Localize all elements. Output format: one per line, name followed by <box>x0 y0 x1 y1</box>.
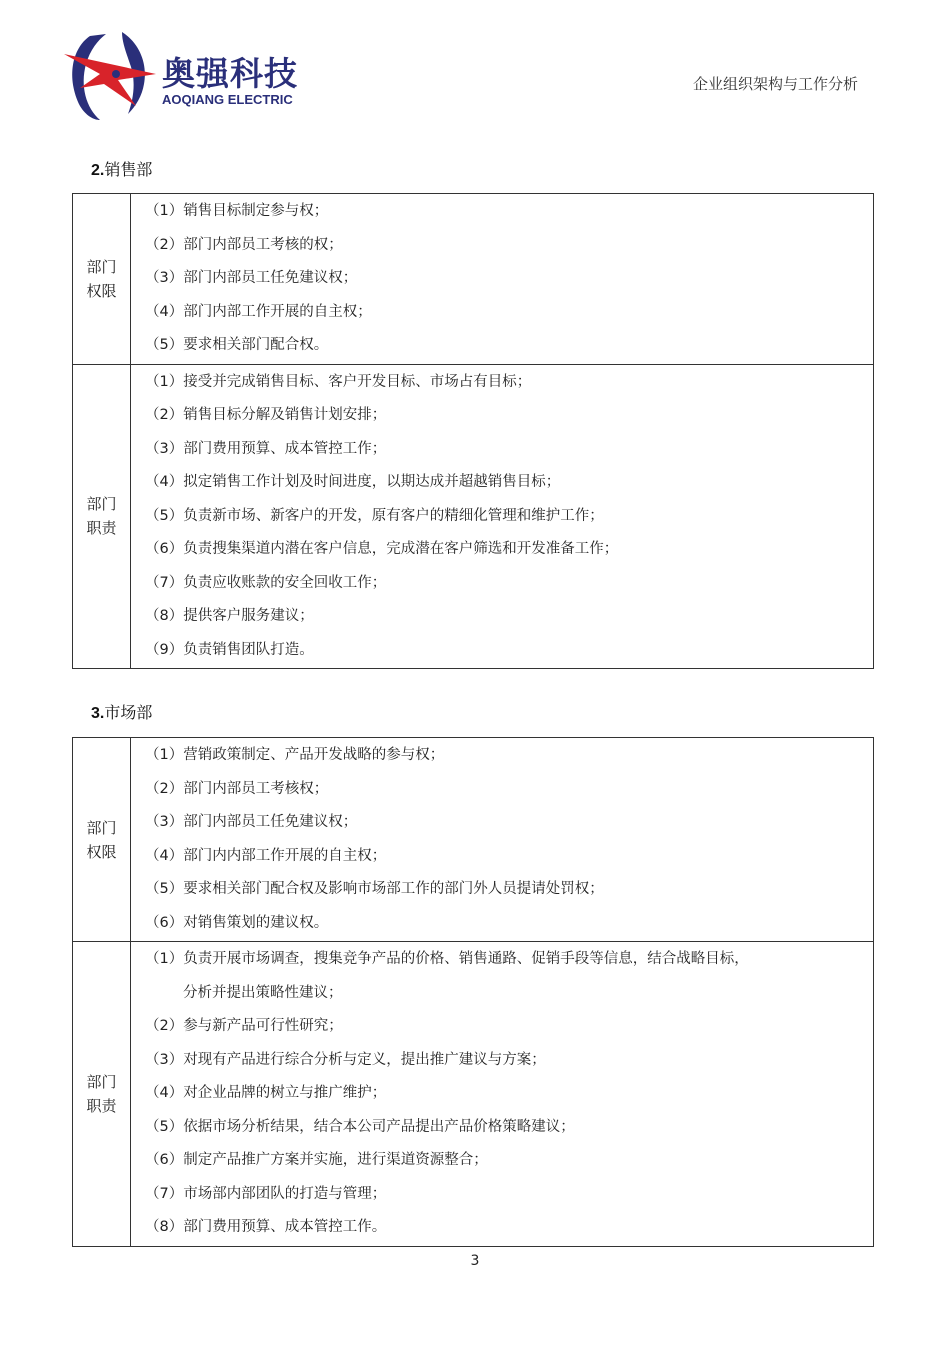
duties-label: 部门 职责 <box>73 942 131 1247</box>
list-item: （3）部门内部员工任免建议权； <box>145 270 358 286</box>
authority-list <box>131 738 874 942</box>
duties-list <box>131 364 874 669</box>
list-item: （2）参与新产品可行性研究； <box>145 1018 343 1034</box>
list-item: （8）提供客户服务建议； <box>145 608 314 624</box>
list-item: （7）市场部内部团队的打造与管理； <box>145 1185 387 1202</box>
section-title: 销售部 <box>104 160 153 179</box>
list-item: （2）部门内部员工考核权； <box>145 780 329 797</box>
list-item: （7）负责应收账款的安全回收工作； <box>145 574 387 591</box>
list-item: （2）销售目标分解及销售计划安排； <box>145 407 387 423</box>
logo-en-text: AOQIANG ELECTRIC <box>162 92 293 107</box>
document-title: 企业组织架构与工作分析 <box>692 75 858 93</box>
duties-row <box>73 364 874 669</box>
duties-list <box>131 942 874 1247</box>
company-logo <box>60 28 310 124</box>
list-item: （6）负责搜集渠道内潜在客户信息，完成潜在客户筛选和开发准备工作； <box>145 541 619 557</box>
list-item: （2）部门内部员工考核的权； <box>145 236 343 253</box>
authority-label: 部门 权限 <box>73 194 131 365</box>
duties-row <box>73 942 874 1247</box>
sales-dept-table <box>72 193 874 669</box>
list-item: （1）接受并完成销售目标、客户开发目标、市场占有目标； <box>145 373 532 390</box>
logo-cn-text: 奥强科技 <box>162 54 298 93</box>
page-number: 3 <box>470 1253 480 1269</box>
logo-mark-icon <box>60 28 160 124</box>
authority-list <box>131 194 874 365</box>
list-item: （1）营销政策制定、产品开发战略的参与权； <box>145 747 445 763</box>
list-item: （3）部门内部员工任免建议权； <box>145 814 358 830</box>
list-item: （4）部门内部工作开展的自主权； <box>145 303 372 320</box>
list-item-continuation: 分析并提出策略性建议； <box>183 984 343 1001</box>
list-item: （5）要求相关部门配合权。 <box>145 337 329 353</box>
list-item: （4）部门内内部工作开展的自主权； <box>145 847 387 864</box>
section-title: 市场部 <box>104 703 153 722</box>
list-item: （9）负责销售团队打造。 <box>145 641 314 658</box>
section-heading-sales <box>91 157 152 180</box>
list-item: （8）部门费用预算、成本管控工作。 <box>145 1219 387 1235</box>
marketing-dept-table <box>72 737 874 1247</box>
list-item: （1）负责开展市场调查，搜集竞争产品的价格、销售通路、促销手段等信息，结合战略目标， <box>145 951 749 967</box>
authority-row <box>73 738 874 942</box>
list-item: （5）要求相关部门配合权及影响市场部工作的部门外人员提请处罚权； <box>145 881 604 897</box>
list-item: （4）对企业品牌的树立与推广维护； <box>145 1085 387 1101</box>
list-item: （3）部门费用预算、成本管控工作； <box>145 440 387 457</box>
list-item: （5）依据市场分析结果，结合本公司产品提出产品价格策略建议； <box>145 1118 575 1135</box>
list-item: （5）负责新市场、新客户的开发，原有客户的精细化管理和维护工作； <box>145 507 604 524</box>
page-header <box>0 0 950 130</box>
authority-row <box>73 194 874 365</box>
authority-label: 部门 权限 <box>73 738 131 942</box>
list-item: （6）对销售策划的建议权。 <box>145 914 329 931</box>
section-number: 3. <box>91 705 105 722</box>
section-number: 2. <box>91 162 105 179</box>
list-item: （3）对现有产品进行综合分析与定义，提出推广建议与方案； <box>145 1051 546 1068</box>
list-item: （1）销售目标制定参与权； <box>145 203 329 219</box>
section-heading-marketing <box>91 700 152 723</box>
list-item: （6）制定产品推广方案并实施，进行渠道资源整合； <box>145 1152 488 1168</box>
list-item: （4）拟定销售工作计划及时间进度，以期达成并超越销售目标； <box>145 474 561 490</box>
duties-label: 部门 职责 <box>73 364 131 669</box>
